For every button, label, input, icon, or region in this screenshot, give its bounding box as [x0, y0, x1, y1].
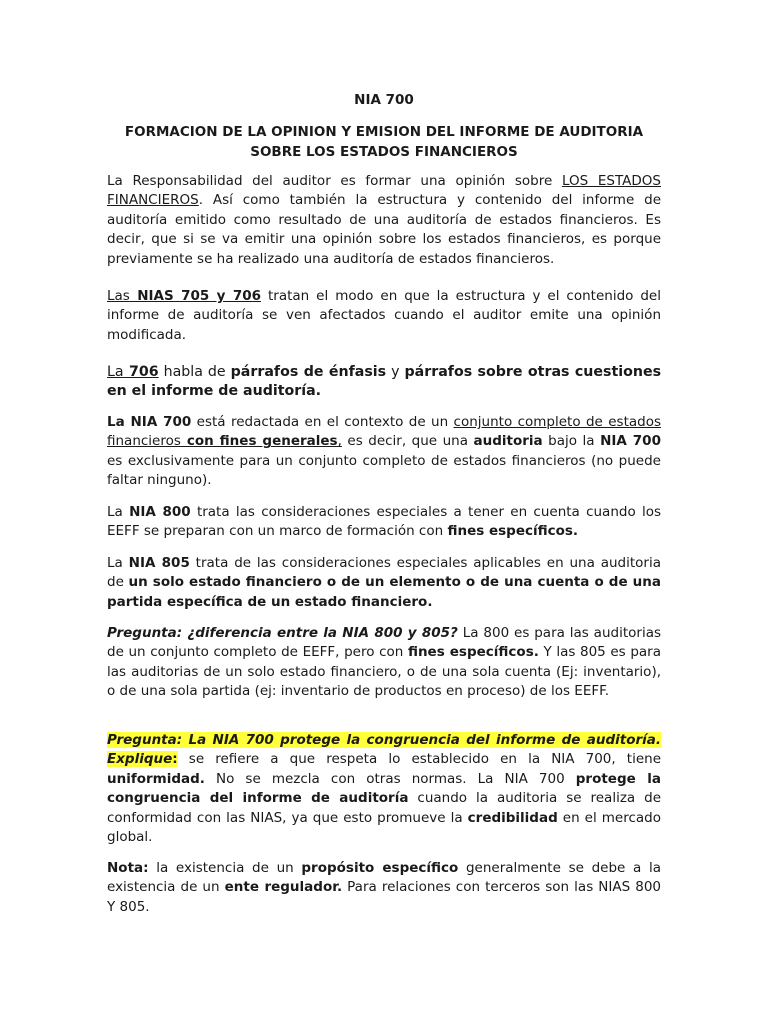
- paragraph-nia-805: La NIA 805 trata de las consideraciones especiales aplicables en una auditoria de un solo estado financiero o de un elemento o de una cuenta o de una partida específica de un estado financiero.: [107, 555, 661, 610]
- document-title: NIA 700: [354, 92, 414, 108]
- paragraph-pregunta-congruencia: Pregunta: La NIA 700 protege la congruencia del informe de auditoría. Explique: se refiere a que respeta lo establecido en la NIA 700, tiene uniformidad. No se mezcla con otras normas. La NIA 700 protege la congruencia del informe de auditoría cuando la auditoria se realiza de conformidad con las NIAS, ya que esto promueve la credibilidad en el mercado global.: [107, 732, 662, 846]
- paragraph-responsabilidad: La Responsabilidad del auditor es formar una opinión sobre LOS ESTADOS FINANCIEROS. Así como también la estructura y contenido del informe de auditoría emitido como resultado de una auditoría de estados financieros. Es decir, que si se va emitir una opinión sobre los estados financieros, es porque previamente se ha realizado una auditoría de estados financieros.: [107, 173, 661, 267]
- paragraph-nia-800: La NIA 800 trata las consideraciones especiales a tener en cuenta cuando los EEFF se preparan con un marco de formación con fines específicos.: [107, 504, 662, 540]
- document-subtitle: FORMACION DE LA OPINION Y EMISION DEL INFORME DE AUDITORIA SOBRE LOS ESTADOS FINANCIEROS: [124, 124, 644, 160]
- paragraph-nias-705-706: Las NIAS 705 y 706 tratan el modo en que la estructura y el contenido del informe de auditoría se ven afectados cuando el auditor emite una opinión modificada.: [107, 288, 661, 343]
- paragraph-706: La 706 habla de párrafos de énfasis y párrafos sobre otras cuestiones en el informe de auditoría.: [107, 364, 662, 400]
- paragraph-nia-700: La NIA 700 está redactada en el contexto de un conjunto completo de estados financieros con fines generales, es decir, que una auditoria bajo la NIA 700 es exclusivamente para un conjunto completo de estados financieros (no puede faltar ninguno).: [107, 414, 662, 489]
- paragraph-nota: Nota: la existencia de un propósito específico generalmente se debe a la existencia de un ente regulador. Para relaciones con terceros son las NIAS 800 Y 805.: [107, 860, 661, 915]
- paragraph-pregunta-800-805: Pregunta: ¿diferencia entre la NIA 800 y 805? La 800 es para las auditorias de un conjunto completo de EEFF, pero con fines específicos. Y las 805 es para las auditorias de un solo estado financiero, o de una sola cuenta (Ej: inventario), o de una sola partida (ej: inventario de productos en proceso) de los EEFF.: [107, 625, 661, 700]
